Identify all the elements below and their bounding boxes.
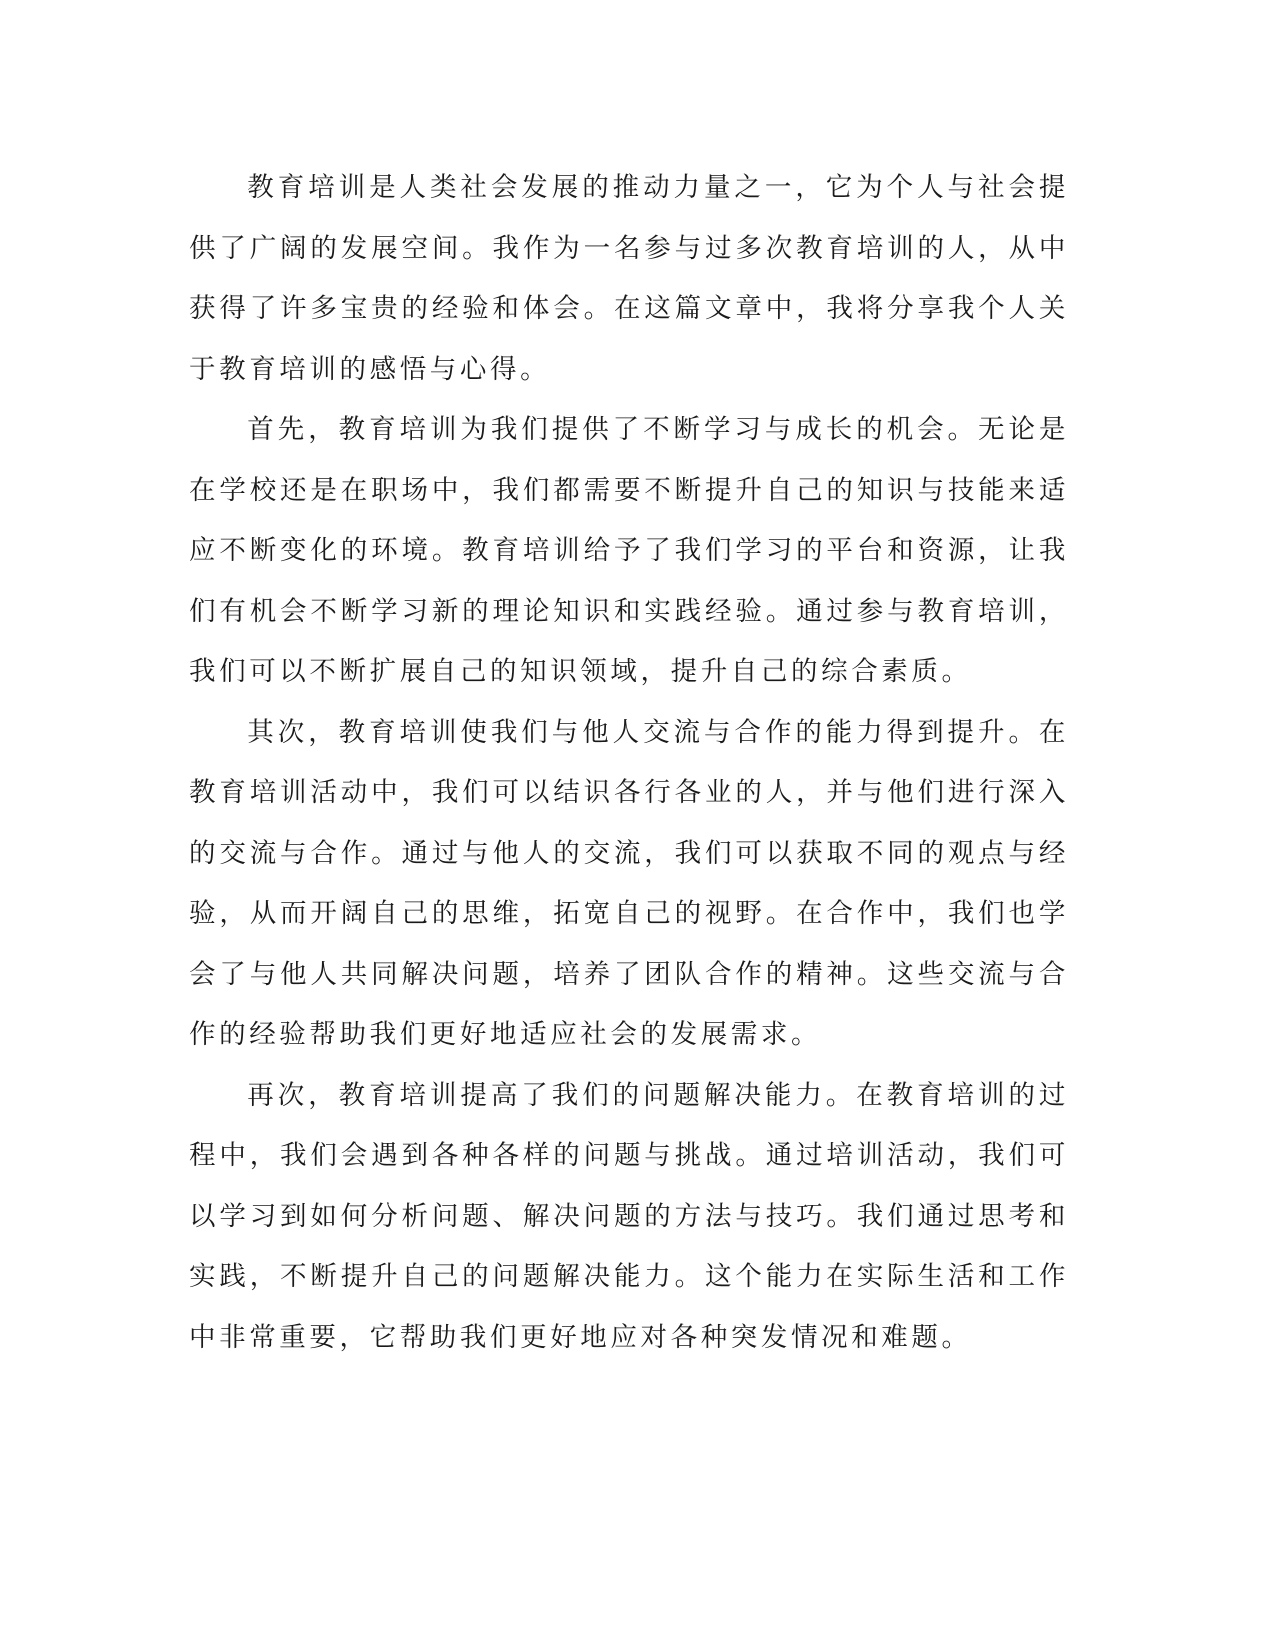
paragraph-first: 首先，教育培训为我们提供了不断学习与成长的机会。无论是在学校还是在职场中，我们都需要不断提升自己的知识与技能来适应不断变化的环境。教育培训给予了我们学习的平台和资源，让我们有机会不断学习新的理论知识和实践经验。通过参与教育培训，我们可以不断扩展自己的知识领域，提升自己的综合素质。 <box>189 414 1069 687</box>
paragraph-intro: 教育培训是人类社会发展的推动力量之一，它为个人与社会提供了广阔的发展空间。我作为一名参与过多次教育培训的人，从中获得了许多宝贵的经验和体会。在这篇文章中，我将分享我个人关于教育培训的感悟与心得。 <box>189 172 1069 385</box>
paragraph-second: 其次，教育培训使我们与他人交流与合作的能力得到提升。在教育培训活动中，我们可以结识各行各业的人，并与他们进行深入的交流与合作。通过与他人的交流，我们可以获取不同的观点与经验，从而开阔自己的思维，拓宽自己的视野。在合作中，我们也学会了与他人共同解决问题，培养了团队合作的精神。这些交流与合作的经验帮助我们更好地适应社会的发展需求。 <box>189 716 1069 1050</box>
document-body <box>189 158 1069 1368</box>
paragraph-third: 再次，教育培训提高了我们的问题解决能力。在教育培训的过程中，我们会遇到各种各样的问题与挑战。通过培训活动，我们可以学习到如何分析问题、解决问题的方法与技巧。我们通过思考和实践，不断提升自己的问题解决能力。这个能力在实际生活和工作中非常重要，它帮助我们更好地应对各种突发情况和难题。 <box>189 1079 1069 1353</box>
